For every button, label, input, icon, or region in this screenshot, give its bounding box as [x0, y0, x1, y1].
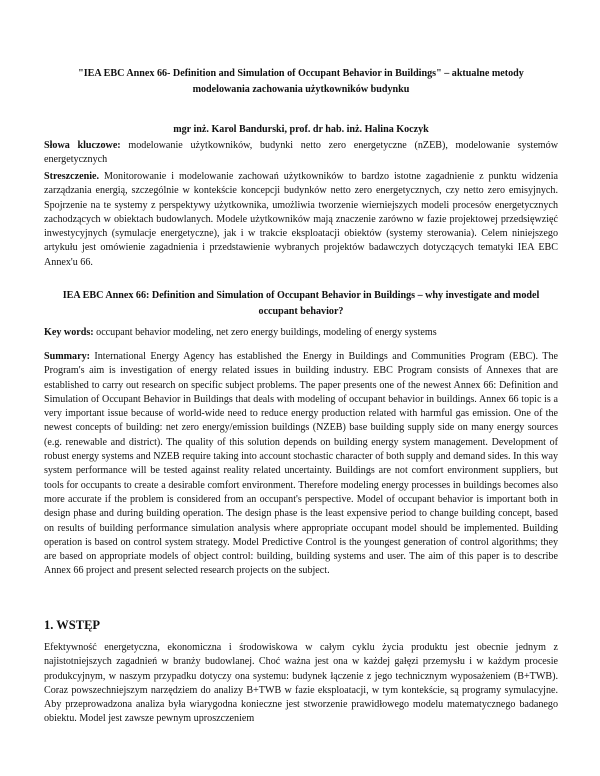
english-summary-label: Summary:	[44, 351, 90, 362]
polish-keywords	[44, 139, 558, 168]
section-intro-text: Efektywność energetyczna, ekonomiczna i środowiskowa w całym cyklu życia produktu jest obecnie jednym z najistotniejszych zagadnień w branży budowlanej. Choć ważna jest ona w każdej gałęzi przemysłu i w każdym procesie produkcyjnym, w naszym przypadku dotyczy ona systemu: budynek łączenie z jego technicznym wyposażeniem (B+TWB). Coraz powszechniejszym narzędziem do analizy B+TWB w fazie eksploatacji, w tym kontekście, są programy symulacyjne. Aby przeprowadzona analiza była wiarygodna konieczne jest stworzenie prawidłowego modelu matematycznego badanego obiektu. Model jest zawsze pewnym uproszczeniem	[44, 642, 558, 725]
section-heading-intro: 1. WSTĘP	[44, 618, 101, 632]
english-summary	[44, 350, 558, 579]
polish-keywords-text: modelowanie użytkowników, budynki netto zero energetyczne (nZEB), modelowanie systemów energetycznych	[44, 140, 558, 166]
english-keywords-text: occupant behavior modeling, net zero energy buildings, modeling of energy systems	[93, 327, 437, 338]
polish-abstract-text: Monitorowanie i modelowanie zachowań użytkowników to bardzo istotne zagadnienie z punktu widzenia zarządzania energią, szczególnie w kontekście koncepcji budynków netto zero energetycznych, czy netto zero emisyjnych. Spojrzenie na te systemy z perspektywy użytkownika, umożliwia tworzenie wierniejszych modeli procesów energetycznych zachodzących w obiektach budowlanych. Modele użytkowników mają znaczenie zarówno w fazie projektowej przedsięwzięć inwestycyjnych (symulacje energetyczne), jak i w trakcie eksploatacji obiektów (systemy sterowania). Celem niniejszego artykułu jest omówienie zagadnienia i przedstawienie wybranych projektów badawczych dotyczących tematyki IEA EBC Annex'u 66.	[44, 171, 558, 268]
english-summary-text: International Energy Agency has established the Energy in Buildings and Communities Program (EBC). The Program's aim is investigation of energy related issues in building industry. EBC Program consists of Annexes that are established to carry out research on specific subject problems. The paper presents one of the newest Annex 66: Definition and Simulation of Occupant Behavior in Buildings that deals with modeling of occupant behavior in buildings. Annex 66 topic is a very important issue because of world-wide need to reduce energy production related with harmful gas emission. One of the newest concepts of building: net zero energy/emission buildings (NZEB) base building supply side on many energy sources (e.g. renewable and district). The quality of this solution depends on building energy system management. Development of robust energy systems and NZEB require taking into account stochastic character of both supply and demand sides. In this way system performance will be tested against reality related uncertainty. Buildings are not comfort environment suppliers, but tools for occupants to create a desirable comfort environment. Therefore modeling energy processes in buildings becomes also more accurate if the problem is considered from an occupant's perspective. Model of occupant behavior is important both in design phase and during building operation. The design phase is the least expensive period to change building concept, based on results of building performance simulation analysis where appropriate occupant model should be implemented. Building operation is based on control system strategy. Model Predictive Control is the youngest generation of control algorithms; they are based on appropriate models of object control: building, building systems and user. The aim of this paper is to describe Annex 66 project and present selected research projects on the subject.	[44, 351, 558, 577]
polish-abstract-label: Streszczenie.	[44, 171, 100, 182]
polish-abstract	[44, 170, 558, 270]
english-title: IEA EBC Annex 66: Definition and Simulation of Occupant Behavior in Buildings – why investigate and model occupant behavior?	[62, 290, 540, 317]
authors: mgr inż. Karol Bandurski, prof. dr hab. inż. Halina Koczyk	[173, 124, 429, 135]
polish-title: "IEA EBC Annex 66- Definition and Simulation of Occupant Behavior in Buildings" – aktualne metody modelowania zachowania użytkowników budynku	[78, 68, 524, 95]
english-keywords-label: Key words:	[44, 327, 94, 338]
english-keywords	[44, 326, 558, 340]
polish-keywords-label: Słowa kluczowe:	[44, 140, 121, 151]
